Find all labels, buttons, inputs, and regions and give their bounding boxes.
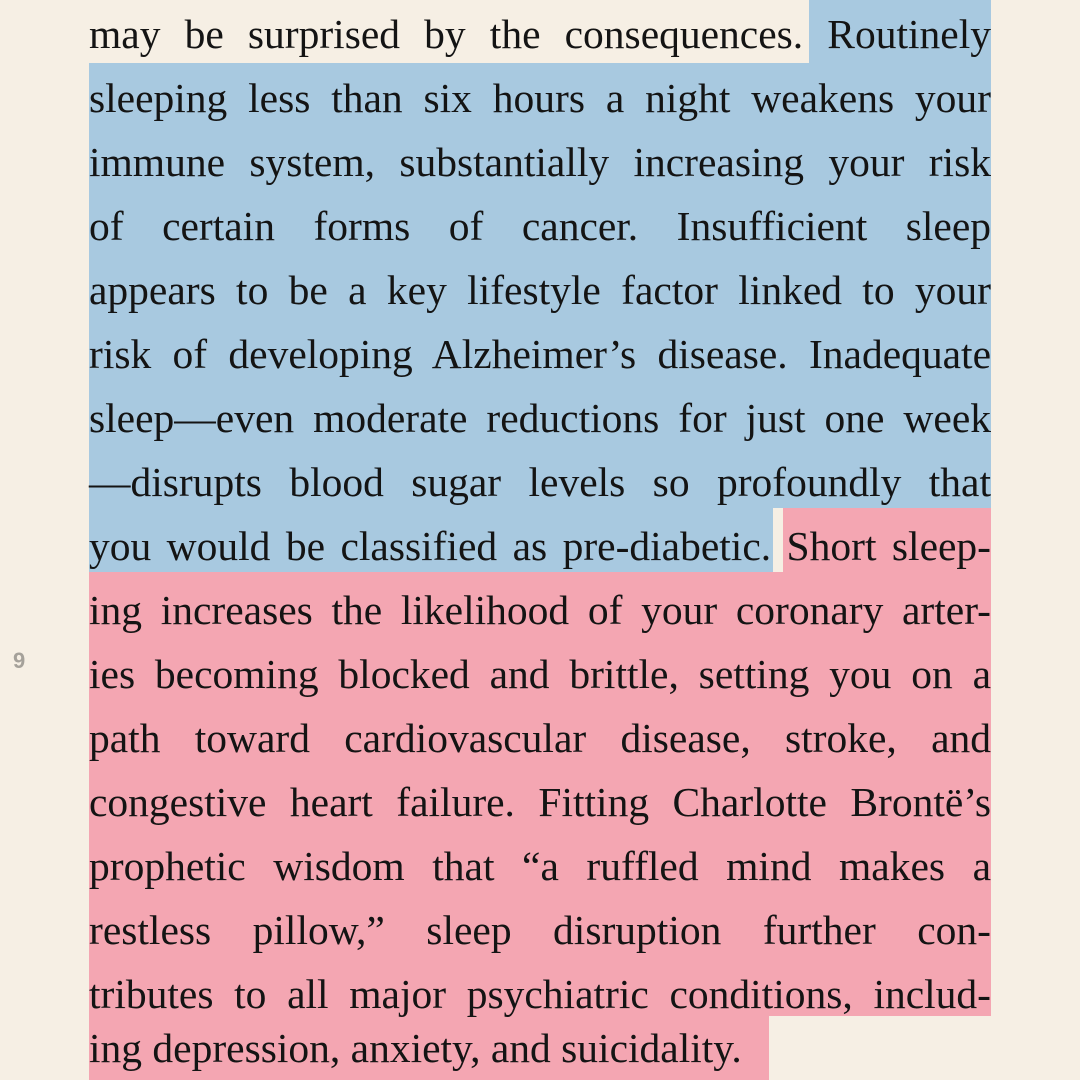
text-line: may be surprised by the consequences. Routinely	[89, 11, 991, 57]
text-line: ing depression, anxiety, and suicidality.	[89, 1025, 742, 1071]
text-line: congestive heart failure. Fitting Charlotte Brontë’s	[89, 779, 991, 825]
text-line: risk of developing Alzheimer’s disease. Inadequate	[89, 331, 991, 377]
text-line: restless pillow,” sleep disruption further con-	[89, 907, 991, 953]
text-line: tributes to all major psychiatric conditions, includ-	[89, 971, 991, 1017]
text-line: of certain forms of cancer. Insufficient sleep	[89, 203, 991, 249]
text-line: ing increases the likelihood of your coronary arter-	[89, 587, 991, 633]
text-line: ies becoming blocked and brittle, setting you on a	[89, 651, 991, 697]
text-line: appears to be a key lifestyle factor linked to your	[89, 267, 991, 313]
text-line: sleep—even moderate reductions for just one week	[89, 395, 991, 441]
text-line: immune system, substantially increasing your risk	[89, 139, 991, 185]
text-line: you would be classified as pre-diabetic. Short sleep-	[89, 523, 991, 569]
text-line: sleeping less than six hours a night weakens your	[89, 75, 991, 121]
text-line: path toward cardiovascular disease, stroke, and	[89, 715, 991, 761]
text-line: —disrupts blood sugar levels so profoundly that	[89, 459, 991, 505]
text-line: prophetic wisdom that “a ruffled mind makes a	[89, 843, 991, 889]
page-number: 9	[13, 648, 26, 673]
